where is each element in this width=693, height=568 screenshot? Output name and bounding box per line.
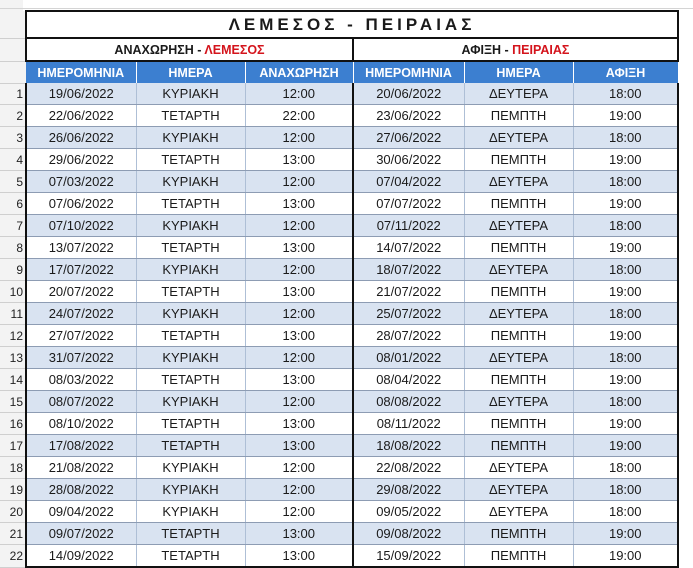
col-header-departure-time[interactable]: ΑΝΑΧΩΡΗΣΗ xyxy=(245,61,353,83)
departure-date-cell[interactable]: 26/06/2022 xyxy=(26,127,136,149)
table-row xyxy=(0,171,678,193)
departure-time-cell[interactable]: 13:00 xyxy=(245,193,353,215)
table-row xyxy=(0,127,678,149)
departure-date-cell[interactable]: 07/03/2022 xyxy=(26,171,136,193)
arrival-date-cell[interactable]: 23/06/2022 xyxy=(353,105,464,127)
table-row xyxy=(0,259,678,281)
arrival-date-cell[interactable]: 28/07/2022 xyxy=(353,325,464,347)
arrival-day-cell[interactable]: ΠΕΜΠΤΗ xyxy=(464,545,573,568)
departure-day-cell[interactable]: ΚΥΡΙΑΚΗ xyxy=(136,303,245,325)
departure-time-cell[interactable]: 13:00 xyxy=(245,237,353,259)
table-row xyxy=(0,281,678,303)
departure-date-cell[interactable]: 14/09/2022 xyxy=(26,545,136,568)
row-number[interactable]: 11 xyxy=(0,303,26,325)
arrival-date-cell[interactable]: 07/07/2022 xyxy=(353,193,464,215)
arrival-date-cell[interactable]: 08/01/2022 xyxy=(353,347,464,369)
arrival-time-cell[interactable]: 18:00 xyxy=(573,347,678,369)
arrival-time-cell[interactable]: 18:00 xyxy=(573,127,678,149)
row-number[interactable]: 6 xyxy=(0,193,26,215)
arrival-place: ΠΕΙΡΑΙΑΣ xyxy=(512,42,570,57)
departure-day-cell[interactable]: ΤΕΤΑΡΤΗ xyxy=(136,105,245,127)
arrival-day-cell[interactable]: ΠΕΜΠΤΗ xyxy=(464,237,573,259)
row-number[interactable]: 4 xyxy=(0,149,26,171)
arrival-day-cell[interactable]: ΔΕΥΤΕΡΑ xyxy=(464,457,573,479)
row-number[interactable]: 15 xyxy=(0,391,26,413)
table-row xyxy=(0,501,678,523)
arrival-time-cell[interactable]: 18:00 xyxy=(573,215,678,237)
arrival-day-cell[interactable]: ΠΕΜΠΤΗ xyxy=(464,413,573,435)
arrival-day-cell[interactable]: ΠΕΜΠΤΗ xyxy=(464,523,573,545)
row-number[interactable]: 9 xyxy=(0,259,26,281)
table-row xyxy=(0,237,678,259)
departure-day-cell[interactable]: ΤΕΤΑΡΤΗ xyxy=(136,193,245,215)
departure-date-cell[interactable]: 29/06/2022 xyxy=(26,149,136,171)
table-row xyxy=(0,435,678,457)
arrival-day-cell[interactable]: ΠΕΜΠΤΗ xyxy=(464,369,573,391)
departure-date-cell[interactable]: 13/07/2022 xyxy=(26,237,136,259)
departure-time-cell[interactable]: 13:00 xyxy=(245,545,353,568)
departure-date-cell[interactable]: 19/06/2022 xyxy=(26,83,136,105)
row-number[interactable]: 17 xyxy=(0,435,26,457)
departure-day-cell[interactable]: ΚΥΡΙΑΚΗ xyxy=(136,391,245,413)
row-number xyxy=(0,11,26,38)
departure-time-cell[interactable]: 13:00 xyxy=(245,413,353,435)
column-header-row xyxy=(0,61,678,83)
arrival-day-cell[interactable]: ΠΕΜΠΤΗ xyxy=(464,325,573,347)
arrival-date-cell[interactable]: 21/07/2022 xyxy=(353,281,464,303)
col-header-arrival-date[interactable]: ΗΜΕΡΟΜΗΝΙΑ xyxy=(353,61,464,83)
arrival-day-cell[interactable]: ΠΕΜΠΤΗ xyxy=(464,105,573,127)
table-row xyxy=(0,105,678,127)
table-row xyxy=(0,325,678,347)
departure-time-cell[interactable]: 13:00 xyxy=(245,149,353,171)
table-row xyxy=(0,149,678,171)
arrival-date-cell[interactable]: 08/11/2022 xyxy=(353,413,464,435)
table-row xyxy=(0,523,678,545)
arrival-day-cell[interactable]: ΔΕΥΤΕΡΑ xyxy=(464,303,573,325)
arrival-date-cell[interactable]: 27/06/2022 xyxy=(353,127,464,149)
row-number[interactable]: 5 xyxy=(0,171,26,193)
arrival-date-cell[interactable]: 08/04/2022 xyxy=(353,369,464,391)
departure-date-cell[interactable]: 28/08/2022 xyxy=(26,479,136,501)
departure-day-cell[interactable]: ΚΥΡΙΑΚΗ xyxy=(136,479,245,501)
departure-day-cell[interactable]: ΤΕΤΑΡΤΗ xyxy=(136,237,245,259)
departure-date-cell[interactable]: 17/08/2022 xyxy=(26,435,136,457)
row-number[interactable]: 16 xyxy=(0,413,26,435)
arrival-day-cell[interactable]: ΔΕΥΤΕΡΑ xyxy=(464,347,573,369)
table-row xyxy=(0,457,678,479)
arrival-day-cell[interactable]: ΔΕΥΤΕΡΑ xyxy=(464,215,573,237)
departure-date-cell[interactable]: 24/07/2022 xyxy=(26,303,136,325)
departure-time-cell[interactable]: 12:00 xyxy=(245,457,353,479)
col-header-departure-date[interactable]: ΗΜΕΡΟΜΗΝΙΑ xyxy=(26,61,136,83)
departure-day-cell[interactable]: ΤΕΤΑΡΤΗ xyxy=(136,545,245,568)
arrival-day-cell[interactable]: ΠΕΜΠΤΗ xyxy=(464,435,573,457)
row-number xyxy=(0,38,26,61)
arrival-time-cell[interactable]: 18:00 xyxy=(573,171,678,193)
departure-day-cell[interactable]: ΚΥΡΙΑΚΗ xyxy=(136,347,245,369)
departure-time-cell[interactable]: 12:00 xyxy=(245,215,353,237)
arrival-time-cell[interactable]: 18:00 xyxy=(573,83,678,105)
departure-day-cell[interactable]: ΤΕΤΑΡΤΗ xyxy=(136,413,245,435)
arrival-time-cell[interactable]: 18:00 xyxy=(573,303,678,325)
arrival-group-header[interactable] xyxy=(353,38,678,61)
departure-time-cell[interactable]: 13:00 xyxy=(245,369,353,391)
departure-time-cell[interactable]: 12:00 xyxy=(245,259,353,281)
departure-date-cell[interactable]: 07/10/2022 xyxy=(26,215,136,237)
group-header-row xyxy=(0,38,678,61)
departure-time-cell[interactable]: 12:00 xyxy=(245,501,353,523)
schedule-table xyxy=(0,10,679,568)
arrival-date-cell[interactable]: 29/08/2022 xyxy=(353,479,464,501)
departure-time-cell[interactable]: 13:00 xyxy=(245,281,353,303)
arrival-time-cell[interactable]: 19:00 xyxy=(573,435,678,457)
arrival-date-cell[interactable]: 20/06/2022 xyxy=(353,83,464,105)
departure-day-cell[interactable]: ΤΕΤΑΡΤΗ xyxy=(136,523,245,545)
table-row xyxy=(0,83,678,105)
row-number[interactable]: 22 xyxy=(0,545,26,568)
arrival-time-cell[interactable]: 19:00 xyxy=(573,193,678,215)
departure-day-cell[interactable]: ΚΥΡΙΑΚΗ xyxy=(136,215,245,237)
departure-day-cell[interactable]: ΤΕΤΑΡΤΗ xyxy=(136,435,245,457)
arrival-date-cell[interactable]: 09/08/2022 xyxy=(353,523,464,545)
departure-date-cell[interactable]: 31/07/2022 xyxy=(26,347,136,369)
arrival-time-cell[interactable]: 18:00 xyxy=(573,457,678,479)
arrival-date-cell[interactable]: 14/07/2022 xyxy=(353,237,464,259)
arrival-date-cell[interactable]: 18/08/2022 xyxy=(353,435,464,457)
arrival-day-cell[interactable]: ΔΕΥΤΕΡΑ xyxy=(464,259,573,281)
departure-date-cell[interactable]: 17/07/2022 xyxy=(26,259,136,281)
arrival-time-cell[interactable]: 18:00 xyxy=(573,479,678,501)
arrival-day-cell[interactable]: ΠΕΜΠΤΗ xyxy=(464,149,573,171)
departure-date-cell[interactable]: 09/04/2022 xyxy=(26,501,136,523)
arrival-day-cell[interactable]: ΔΕΥΤΕΡΑ xyxy=(464,479,573,501)
departure-time-cell[interactable]: 12:00 xyxy=(245,303,353,325)
departure-date-cell[interactable]: 09/07/2022 xyxy=(26,523,136,545)
arrival-time-cell[interactable]: 19:00 xyxy=(573,105,678,127)
departure-time-cell[interactable]: 13:00 xyxy=(245,523,353,545)
col-header-arrival-time[interactable]: ΑΦΙΞΗ xyxy=(573,61,678,83)
arrival-day-cell[interactable]: ΔΕΥΤΕΡΑ xyxy=(464,83,573,105)
arrival-date-cell[interactable]: 30/06/2022 xyxy=(353,149,464,171)
arrival-group-prefix: ΑΦΙΞΗ - xyxy=(461,42,513,57)
departure-date-cell[interactable]: 08/10/2022 xyxy=(26,413,136,435)
arrival-time-cell[interactable]: 19:00 xyxy=(573,237,678,259)
arrival-date-cell[interactable]: 07/04/2022 xyxy=(353,171,464,193)
departure-time-cell[interactable]: 12:00 xyxy=(245,127,353,149)
row-number[interactable]: 14 xyxy=(0,369,26,391)
departure-date-cell[interactable]: 08/07/2022 xyxy=(26,391,136,413)
title-row xyxy=(0,11,678,38)
row-number[interactable]: 18 xyxy=(0,457,26,479)
arrival-time-cell[interactable]: 18:00 xyxy=(573,391,678,413)
departure-time-cell[interactable]: 12:00 xyxy=(245,479,353,501)
table-row xyxy=(0,479,678,501)
departure-day-cell[interactable]: ΚΥΡΙΑΚΗ xyxy=(136,83,245,105)
grid-line xyxy=(0,8,693,9)
departure-time-cell[interactable]: 12:00 xyxy=(245,391,353,413)
row-number[interactable]: 21 xyxy=(0,523,26,545)
arrival-day-cell[interactable]: ΔΕΥΤΕΡΑ xyxy=(464,391,573,413)
departure-time-cell[interactable]: 12:00 xyxy=(245,83,353,105)
row-number[interactable]: 12 xyxy=(0,325,26,347)
arrival-day-cell[interactable]: ΔΕΥΤΕΡΑ xyxy=(464,501,573,523)
row-number[interactable]: 13 xyxy=(0,347,26,369)
arrival-date-cell[interactable]: 08/08/2022 xyxy=(353,391,464,413)
row-number xyxy=(0,61,26,83)
col-header-departure-day[interactable]: ΗΜΕΡΑ xyxy=(136,61,245,83)
sheet-title[interactable]: ΛΕΜΕΣΟΣ - ΠΕΙΡΑΙΑΣ xyxy=(26,11,678,38)
arrival-day-cell[interactable]: ΠΕΜΠΤΗ xyxy=(464,193,573,215)
row-number[interactable]: 1 xyxy=(0,83,26,105)
arrival-date-cell[interactable]: 18/07/2022 xyxy=(353,259,464,281)
departure-day-cell[interactable]: ΤΕΤΑΡΤΗ xyxy=(136,281,245,303)
departure-date-cell[interactable]: 22/06/2022 xyxy=(26,105,136,127)
arrival-date-cell[interactable]: 15/09/2022 xyxy=(353,545,464,568)
arrival-time-cell[interactable]: 19:00 xyxy=(573,523,678,545)
arrival-day-cell[interactable]: ΔΕΥΤΕΡΑ xyxy=(464,127,573,149)
arrival-date-cell[interactable]: 25/07/2022 xyxy=(353,303,464,325)
table-row xyxy=(0,391,678,413)
departure-day-cell[interactable]: ΚΥΡΙΑΚΗ xyxy=(136,171,245,193)
arrival-date-cell[interactable]: 09/05/2022 xyxy=(353,501,464,523)
arrival-time-cell[interactable]: 19:00 xyxy=(573,325,678,347)
arrival-time-cell[interactable]: 19:00 xyxy=(573,281,678,303)
table-row xyxy=(0,347,678,369)
departure-day-cell[interactable]: ΚΥΡΙΑΚΗ xyxy=(136,501,245,523)
departure-place: ΛΕΜΕΣΟΣ xyxy=(204,42,265,57)
departure-day-cell[interactable]: ΚΥΡΙΑΚΗ xyxy=(136,259,245,281)
table-row xyxy=(0,303,678,325)
row-number[interactable]: 7 xyxy=(0,215,26,237)
departure-time-cell[interactable]: 22:00 xyxy=(245,105,353,127)
departure-time-cell[interactable]: 12:00 xyxy=(245,171,353,193)
departure-day-cell[interactable]: ΚΥΡΙΑΚΗ xyxy=(136,457,245,479)
arrival-day-cell[interactable]: ΠΕΜΠΤΗ xyxy=(464,281,573,303)
departure-group-header[interactable] xyxy=(26,38,353,61)
arrival-time-cell[interactable]: 19:00 xyxy=(573,149,678,171)
departure-day-cell[interactable]: ΚΥΡΙΑΚΗ xyxy=(136,127,245,149)
table-row xyxy=(0,193,678,215)
arrival-time-cell[interactable]: 18:00 xyxy=(573,501,678,523)
row-number[interactable]: 3 xyxy=(0,127,26,149)
departure-time-cell[interactable]: 13:00 xyxy=(245,435,353,457)
departure-day-cell[interactable]: ΤΕΤΑΡΤΗ xyxy=(136,369,245,391)
arrival-date-cell[interactable]: 22/08/2022 xyxy=(353,457,464,479)
col-header-arrival-day[interactable]: ΗΜΕΡΑ xyxy=(464,61,573,83)
departure-day-cell[interactable]: ΤΕΤΑΡΤΗ xyxy=(136,325,245,347)
arrival-time-cell[interactable]: 19:00 xyxy=(573,413,678,435)
arrival-day-cell[interactable]: ΔΕΥΤΕΡΑ xyxy=(464,171,573,193)
departure-date-cell[interactable]: 08/03/2022 xyxy=(26,369,136,391)
arrival-time-cell[interactable]: 19:00 xyxy=(573,545,678,568)
table-row xyxy=(0,413,678,435)
table-row xyxy=(0,215,678,237)
departure-day-cell[interactable]: ΤΕΤΑΡΤΗ xyxy=(136,149,245,171)
row-number[interactable]: 2 xyxy=(0,105,26,127)
departure-date-cell[interactable]: 07/06/2022 xyxy=(26,193,136,215)
row-number[interactable]: 19 xyxy=(0,479,26,501)
departure-group-prefix: ΑΝΑΧΩΡΗΣΗ - xyxy=(114,42,205,57)
arrival-date-cell[interactable]: 07/11/2022 xyxy=(353,215,464,237)
departure-time-cell[interactable]: 12:00 xyxy=(245,347,353,369)
departure-date-cell[interactable]: 27/07/2022 xyxy=(26,325,136,347)
row-number[interactable]: 20 xyxy=(0,501,26,523)
departure-time-cell[interactable]: 13:00 xyxy=(245,325,353,347)
row-number[interactable]: 8 xyxy=(0,237,26,259)
arrival-time-cell[interactable]: 19:00 xyxy=(573,369,678,391)
departure-date-cell[interactable]: 21/08/2022 xyxy=(26,457,136,479)
table-row xyxy=(0,369,678,391)
departure-date-cell[interactable]: 20/07/2022 xyxy=(26,281,136,303)
row-number[interactable]: 10 xyxy=(0,281,26,303)
arrival-time-cell[interactable]: 18:00 xyxy=(573,259,678,281)
